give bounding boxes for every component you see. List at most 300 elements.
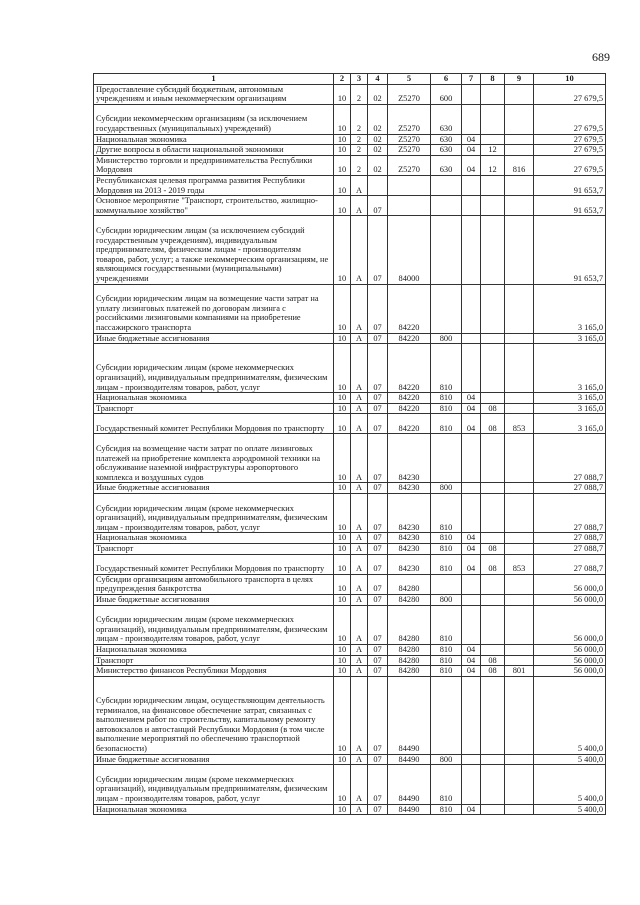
row-code-c8	[481, 676, 505, 754]
row-code-c2: 10	[334, 533, 351, 544]
row-code-c9	[505, 754, 534, 765]
row-amount: 3 165,0	[534, 403, 606, 414]
row-amount: 27 088,7	[534, 544, 606, 555]
row-code-c9	[505, 605, 534, 644]
row-code-c3: А	[351, 344, 368, 393]
row-code-c5: 84230	[388, 533, 431, 544]
row-amount: 27 088,7	[534, 483, 606, 494]
row-code-c5: 84280	[388, 605, 431, 644]
row-code-c3: А	[351, 605, 368, 644]
row-code-c5: 84230	[388, 494, 431, 533]
row-code-c3: А	[351, 754, 368, 765]
row-code-c5: 84490	[388, 676, 431, 754]
row-code-c2: 10	[334, 595, 351, 606]
row-code-c4: 07	[368, 765, 388, 804]
row-amount: 27 679,5	[534, 104, 606, 134]
row-code-c9	[505, 494, 534, 533]
row-name: Транспорт	[94, 544, 334, 555]
row-code-c5: Z5270	[388, 145, 431, 156]
row-code-c4: 07	[368, 554, 388, 574]
row-name: Субсидии юридическим лицам (кроме некоммерческих организаций), индивидуальным предпринимателям, физическим лицам - производителям товаров, работ, услуг	[94, 605, 334, 644]
row-code-c4: 07	[368, 494, 388, 533]
table-row	[94, 765, 606, 804]
row-code-c6: 810	[431, 804, 462, 815]
row-code-c3: А	[351, 414, 368, 434]
row-code-c9: 816	[505, 155, 534, 175]
table-row	[94, 284, 606, 333]
row-code-c5: 84280	[388, 645, 431, 656]
row-code-c3: 2	[351, 134, 368, 145]
row-code-c4: 07	[368, 344, 388, 393]
row-code-c8	[481, 175, 505, 195]
row-code-c4: 07	[368, 544, 388, 555]
row-code-c3: А	[351, 393, 368, 404]
row-code-c5: 84230	[388, 434, 431, 483]
row-name: Субсидия на возмещение части затрат по оплате лизинговых платежей на приобретение комплекта аэродромной техники на обслуживание наземной инфраструктуры аэропортового комплекса и воздушных судов	[94, 434, 334, 483]
row-code-c3: 2	[351, 84, 368, 104]
row-code-c3: А	[351, 333, 368, 344]
row-code-c6: 810	[431, 666, 462, 677]
row-amount: 91 653,7	[534, 216, 606, 284]
row-name: Субсидии юридическим лицам (кроме некоммерческих организаций), индивидуальным предпринимателям, физическим лицам - производителям товаров, работ, услуг	[94, 344, 334, 393]
row-code-c5: 84230	[388, 544, 431, 555]
table-row	[94, 544, 606, 555]
row-code-c4: 07	[368, 403, 388, 414]
row-code-c6: 810	[431, 344, 462, 393]
row-code-c8	[481, 216, 505, 284]
row-code-c9	[505, 765, 534, 804]
row-amount: 56 000,0	[534, 666, 606, 677]
row-code-c7: 04	[462, 655, 481, 666]
row-code-c7: 04	[462, 554, 481, 574]
col-header-9: 9	[505, 74, 534, 85]
row-code-c8	[481, 344, 505, 393]
row-code-c9	[505, 403, 534, 414]
row-code-c3: А	[351, 804, 368, 815]
table-row	[94, 84, 606, 104]
row-amount: 27 679,5	[534, 84, 606, 104]
row-code-c9	[505, 645, 534, 656]
row-code-c8	[481, 533, 505, 544]
row-code-c4: 02	[368, 84, 388, 104]
row-code-c8: 12	[481, 145, 505, 156]
row-code-c3: А	[351, 676, 368, 754]
row-code-c8	[481, 595, 505, 606]
row-code-c4: 07	[368, 655, 388, 666]
row-code-c4: 07	[368, 666, 388, 677]
table-row	[94, 645, 606, 656]
row-code-c8	[481, 134, 505, 145]
row-code-c6: 630	[431, 145, 462, 156]
row-code-c5: 84230	[388, 554, 431, 574]
row-code-c7: 04	[462, 414, 481, 434]
row-name: Субсидии некоммерческим организациям (за исключением государственных (муниципальных) учреждений)	[94, 104, 334, 134]
table-row	[94, 754, 606, 765]
table-row	[94, 145, 606, 156]
row-code-c4: 07	[368, 216, 388, 284]
row-amount: 56 000,0	[534, 645, 606, 656]
row-code-c4: 07	[368, 284, 388, 333]
page-number: 689	[592, 50, 610, 64]
row-amount: 3 165,0	[534, 344, 606, 393]
col-header-4: 4	[368, 74, 388, 85]
row-code-c2: 10	[334, 196, 351, 216]
table-row	[94, 605, 606, 644]
table-row	[94, 333, 606, 344]
row-code-c7: 04	[462, 804, 481, 815]
row-code-c5: 84220	[388, 344, 431, 393]
row-code-c2: 10	[334, 155, 351, 175]
row-code-c2: 10	[334, 344, 351, 393]
row-code-c9	[505, 655, 534, 666]
row-amount: 56 000,0	[534, 605, 606, 644]
row-code-c4: 02	[368, 134, 388, 145]
row-code-c8	[481, 765, 505, 804]
row-code-c7	[462, 344, 481, 393]
row-code-c4	[368, 175, 388, 195]
row-code-c2: 10	[334, 145, 351, 156]
col-header-10: 10	[534, 74, 606, 85]
row-code-c6: 810	[431, 645, 462, 656]
row-code-c6: 810	[431, 765, 462, 804]
row-code-c4: 02	[368, 104, 388, 134]
row-amount: 27 088,7	[534, 494, 606, 533]
row-amount: 27 088,7	[534, 434, 606, 483]
row-code-c5: 84280	[388, 595, 431, 606]
row-code-c6	[431, 175, 462, 195]
row-code-c2: 10	[334, 804, 351, 815]
row-code-c2: 10	[334, 676, 351, 754]
row-code-c6	[431, 574, 462, 594]
row-amount: 56 000,0	[534, 655, 606, 666]
row-code-c9	[505, 216, 534, 284]
row-code-c5: Z5270	[388, 155, 431, 175]
row-code-c5: 84230	[388, 483, 431, 494]
row-code-c3: А	[351, 655, 368, 666]
row-code-c4: 07	[368, 434, 388, 483]
row-code-c8: 08	[481, 655, 505, 666]
header-row	[94, 74, 606, 85]
row-amount: 5 400,0	[534, 765, 606, 804]
table-row	[94, 414, 606, 434]
row-code-c2: 10	[334, 333, 351, 344]
table-row	[94, 403, 606, 414]
row-name: Субсидии юридическим лицам (за исключением субсидий государственным учреждениям), индивидуальным предпринимателям, физическим лицам - производителям товаров, работ, услуг; а также некоммерческим организациям, не являющимся государственными (муниципальными) учреждениями	[94, 216, 334, 284]
row-name: Предоставление субсидий бюджетным, автономным учреждениям и иным некоммерческим организациям	[94, 84, 334, 104]
row-code-c2: 10	[334, 754, 351, 765]
col-header-5: 5	[388, 74, 431, 85]
row-code-c6	[431, 284, 462, 333]
row-code-c8: 08	[481, 414, 505, 434]
row-code-c8	[481, 804, 505, 815]
row-code-c9	[505, 434, 534, 483]
row-code-c2: 10	[334, 84, 351, 104]
row-code-c8	[481, 84, 505, 104]
row-code-c7	[462, 595, 481, 606]
row-code-c7: 04	[462, 533, 481, 544]
row-code-c2: 10	[334, 403, 351, 414]
row-code-c9	[505, 84, 534, 104]
row-code-c3: А	[351, 403, 368, 414]
table-row	[94, 155, 606, 175]
row-code-c9	[505, 104, 534, 134]
row-name: Республиканская целевая программа развития Республики Мордовия на 2013 - 2019 годы	[94, 175, 334, 195]
row-code-c5: 84280	[388, 655, 431, 666]
row-code-c5: 84220	[388, 414, 431, 434]
row-code-c2: 10	[334, 645, 351, 656]
row-name: Государственный комитет Республики Мордовия по транспорту	[94, 554, 334, 574]
row-amount: 27 679,5	[534, 134, 606, 145]
table-row	[94, 393, 606, 404]
table-row	[94, 494, 606, 533]
row-code-c6: 810	[431, 533, 462, 544]
row-code-c7: 04	[462, 666, 481, 677]
row-code-c4: 07	[368, 196, 388, 216]
row-code-c6: 810	[431, 655, 462, 666]
row-name: Субсидии юридическим лицам на возмещение части затрат на уплату лизинговых платежей по договорам лизинга с российскими лизинговыми компаниями на приобретение пассажирского транспорта	[94, 284, 334, 333]
row-code-c6: 810	[431, 605, 462, 644]
row-code-c2: 10	[334, 134, 351, 145]
row-code-c8	[481, 494, 505, 533]
row-code-c4: 07	[368, 804, 388, 815]
row-code-c2: 10	[334, 483, 351, 494]
row-code-c2: 10	[334, 414, 351, 434]
col-header-8: 8	[481, 74, 505, 85]
row-code-c3: А	[351, 554, 368, 574]
row-code-c2: 10	[334, 104, 351, 134]
row-code-c6	[431, 676, 462, 754]
row-code-c2: 10	[334, 574, 351, 594]
col-header-7: 7	[462, 74, 481, 85]
row-name: Иные бюджетные ассигнования	[94, 754, 334, 765]
row-code-c8	[481, 333, 505, 344]
row-name: Национальная экономика	[94, 533, 334, 544]
table-row	[94, 595, 606, 606]
row-code-c4: 07	[368, 333, 388, 344]
row-code-c6: 800	[431, 595, 462, 606]
row-code-c6: 630	[431, 155, 462, 175]
row-code-c2: 10	[334, 655, 351, 666]
row-code-c6: 810	[431, 403, 462, 414]
row-code-c6: 800	[431, 754, 462, 765]
table-row	[94, 666, 606, 677]
row-name: Министерство финансов Республики Мордовия	[94, 666, 334, 677]
row-code-c7: 04	[462, 544, 481, 555]
row-amount: 27 088,7	[534, 554, 606, 574]
col-header-2: 2	[334, 74, 351, 85]
row-code-c6: 800	[431, 483, 462, 494]
table-row	[94, 434, 606, 483]
row-code-c9	[505, 175, 534, 195]
row-code-c3: А	[351, 645, 368, 656]
row-amount: 3 165,0	[534, 284, 606, 333]
row-code-c5: 84490	[388, 754, 431, 765]
row-code-c7: 04	[462, 645, 481, 656]
row-amount: 3 165,0	[534, 333, 606, 344]
row-code-c2: 10	[334, 605, 351, 644]
row-code-c7: 04	[462, 393, 481, 404]
row-name: Иные бюджетные ассигнования	[94, 483, 334, 494]
row-name: Субсидии юридическим лицам (кроме некоммерческих организаций), индивидуальным предпринимателям, физическим лицам - производителям товаров, работ, услуг	[94, 765, 334, 804]
row-code-c7: 04	[462, 145, 481, 156]
row-code-c3: А	[351, 175, 368, 195]
row-name: Национальная экономика	[94, 645, 334, 656]
row-name: Другие вопросы в области национальной экономики	[94, 145, 334, 156]
table-row	[94, 134, 606, 145]
row-code-c9: 853	[505, 554, 534, 574]
row-code-c4: 07	[368, 393, 388, 404]
row-code-c9	[505, 344, 534, 393]
row-code-c4: 07	[368, 676, 388, 754]
row-code-c3: А	[351, 494, 368, 533]
row-code-c7: 04	[462, 134, 481, 145]
row-code-c3: А	[351, 284, 368, 333]
row-code-c7: 04	[462, 403, 481, 414]
row-code-c6: 600	[431, 84, 462, 104]
row-code-c7	[462, 175, 481, 195]
table-row	[94, 533, 606, 544]
row-code-c5: 84220	[388, 284, 431, 333]
row-amount: 56 000,0	[534, 595, 606, 606]
row-code-c3: А	[351, 216, 368, 284]
col-header-1: 1	[94, 74, 334, 85]
row-code-c9: 801	[505, 666, 534, 677]
row-code-c6: 810	[431, 414, 462, 434]
row-name: Национальная экономика	[94, 393, 334, 404]
row-code-c6: 810	[431, 554, 462, 574]
row-code-c9	[505, 544, 534, 555]
row-code-c8	[481, 574, 505, 594]
row-code-c3: А	[351, 434, 368, 483]
row-code-c7	[462, 483, 481, 494]
row-code-c5: Z5270	[388, 84, 431, 104]
row-code-c2: 10	[334, 494, 351, 533]
row-name: Министерство торговли и предпринимательства Республики Мордовия	[94, 155, 334, 175]
row-name: Иные бюджетные ассигнования	[94, 595, 334, 606]
row-code-c8	[481, 754, 505, 765]
row-code-c7	[462, 284, 481, 333]
row-code-c2: 10	[334, 544, 351, 555]
table-row	[94, 344, 606, 393]
col-header-6: 6	[431, 74, 462, 85]
row-code-c9	[505, 595, 534, 606]
row-name: Государственный комитет Республики Мордовия по транспорту	[94, 414, 334, 434]
row-code-c2: 10	[334, 216, 351, 284]
row-name: Основное мероприятие "Транспорт, строительство, жилищно-коммунальное хозяйство"	[94, 196, 334, 216]
row-code-c7	[462, 605, 481, 644]
row-code-c6	[431, 196, 462, 216]
row-amount: 5 400,0	[534, 804, 606, 815]
row-name: Иные бюджетные ассигнования	[94, 333, 334, 344]
row-amount: 91 653,7	[534, 196, 606, 216]
row-code-c8	[481, 393, 505, 404]
row-amount: 91 653,7	[534, 175, 606, 195]
budget-table	[93, 73, 606, 815]
row-code-c9	[505, 196, 534, 216]
row-code-c2: 10	[334, 666, 351, 677]
row-amount: 3 165,0	[534, 393, 606, 404]
row-code-c7	[462, 84, 481, 104]
row-code-c6: 810	[431, 544, 462, 555]
row-code-c4: 07	[368, 645, 388, 656]
row-code-c4: 02	[368, 145, 388, 156]
row-code-c5: 84220	[388, 393, 431, 404]
table-row	[94, 196, 606, 216]
row-code-c5: 84000	[388, 216, 431, 284]
row-amount: 5 400,0	[534, 754, 606, 765]
row-code-c8: 08	[481, 554, 505, 574]
row-code-c9	[505, 533, 534, 544]
row-code-c6: 800	[431, 333, 462, 344]
row-code-c7	[462, 494, 481, 533]
row-code-c5: 84490	[388, 804, 431, 815]
row-code-c2: 10	[334, 175, 351, 195]
row-amount: 56 000,0	[534, 574, 606, 594]
row-code-c9	[505, 804, 534, 815]
row-code-c5: 84220	[388, 403, 431, 414]
row-code-c8	[481, 284, 505, 333]
row-name: Национальная экономика	[94, 804, 334, 815]
row-code-c4: 07	[368, 533, 388, 544]
row-code-c4: 07	[368, 483, 388, 494]
table-row	[94, 175, 606, 195]
row-code-c6: 810	[431, 393, 462, 404]
row-code-c5	[388, 175, 431, 195]
row-name: Субсидии юридическим лицам, осуществляющим деятельность терминалов, на финансовое обеспечение затрат, связанных с выполнением работ по строительству, капитальному ремонту автовокзалов и автостанций Республики Мордовия (в том числе выполнение мероприятий по обеспечению транспортной безопасности)	[94, 676, 334, 754]
table-row	[94, 676, 606, 754]
row-code-c7	[462, 574, 481, 594]
row-code-c5	[388, 196, 431, 216]
table-row	[94, 655, 606, 666]
row-code-c8	[481, 196, 505, 216]
row-code-c3: А	[351, 533, 368, 544]
row-code-c6	[431, 434, 462, 483]
row-code-c3: А	[351, 574, 368, 594]
row-code-c7	[462, 104, 481, 134]
table-row	[94, 554, 606, 574]
row-name: Субсидии организациям автомобильного транспорта в целях предупреждения банкротства	[94, 574, 334, 594]
row-code-c7	[462, 216, 481, 284]
row-code-c5: 84490	[388, 765, 431, 804]
row-code-c6: 630	[431, 134, 462, 145]
row-code-c4: 07	[368, 605, 388, 644]
table-row	[94, 804, 606, 815]
row-amount: 27 679,5	[534, 155, 606, 175]
row-code-c3: 2	[351, 145, 368, 156]
row-code-c2: 10	[334, 765, 351, 804]
row-code-c3: А	[351, 544, 368, 555]
row-code-c7	[462, 676, 481, 754]
row-amount: 27 679,5	[534, 145, 606, 156]
row-code-c5: 84280	[388, 574, 431, 594]
row-code-c9	[505, 333, 534, 344]
row-name: Транспорт	[94, 403, 334, 414]
row-code-c7	[462, 333, 481, 344]
row-code-c3: А	[351, 765, 368, 804]
row-code-c9	[505, 483, 534, 494]
row-code-c7	[462, 765, 481, 804]
row-code-c3: А	[351, 483, 368, 494]
row-amount: 27 088,7	[534, 533, 606, 544]
row-code-c8: 08	[481, 544, 505, 555]
row-code-c7	[462, 434, 481, 483]
row-code-c5: 84280	[388, 666, 431, 677]
row-code-c3: А	[351, 196, 368, 216]
row-code-c3: 2	[351, 104, 368, 134]
row-code-c8	[481, 434, 505, 483]
row-code-c3: 2	[351, 155, 368, 175]
row-code-c9	[505, 574, 534, 594]
